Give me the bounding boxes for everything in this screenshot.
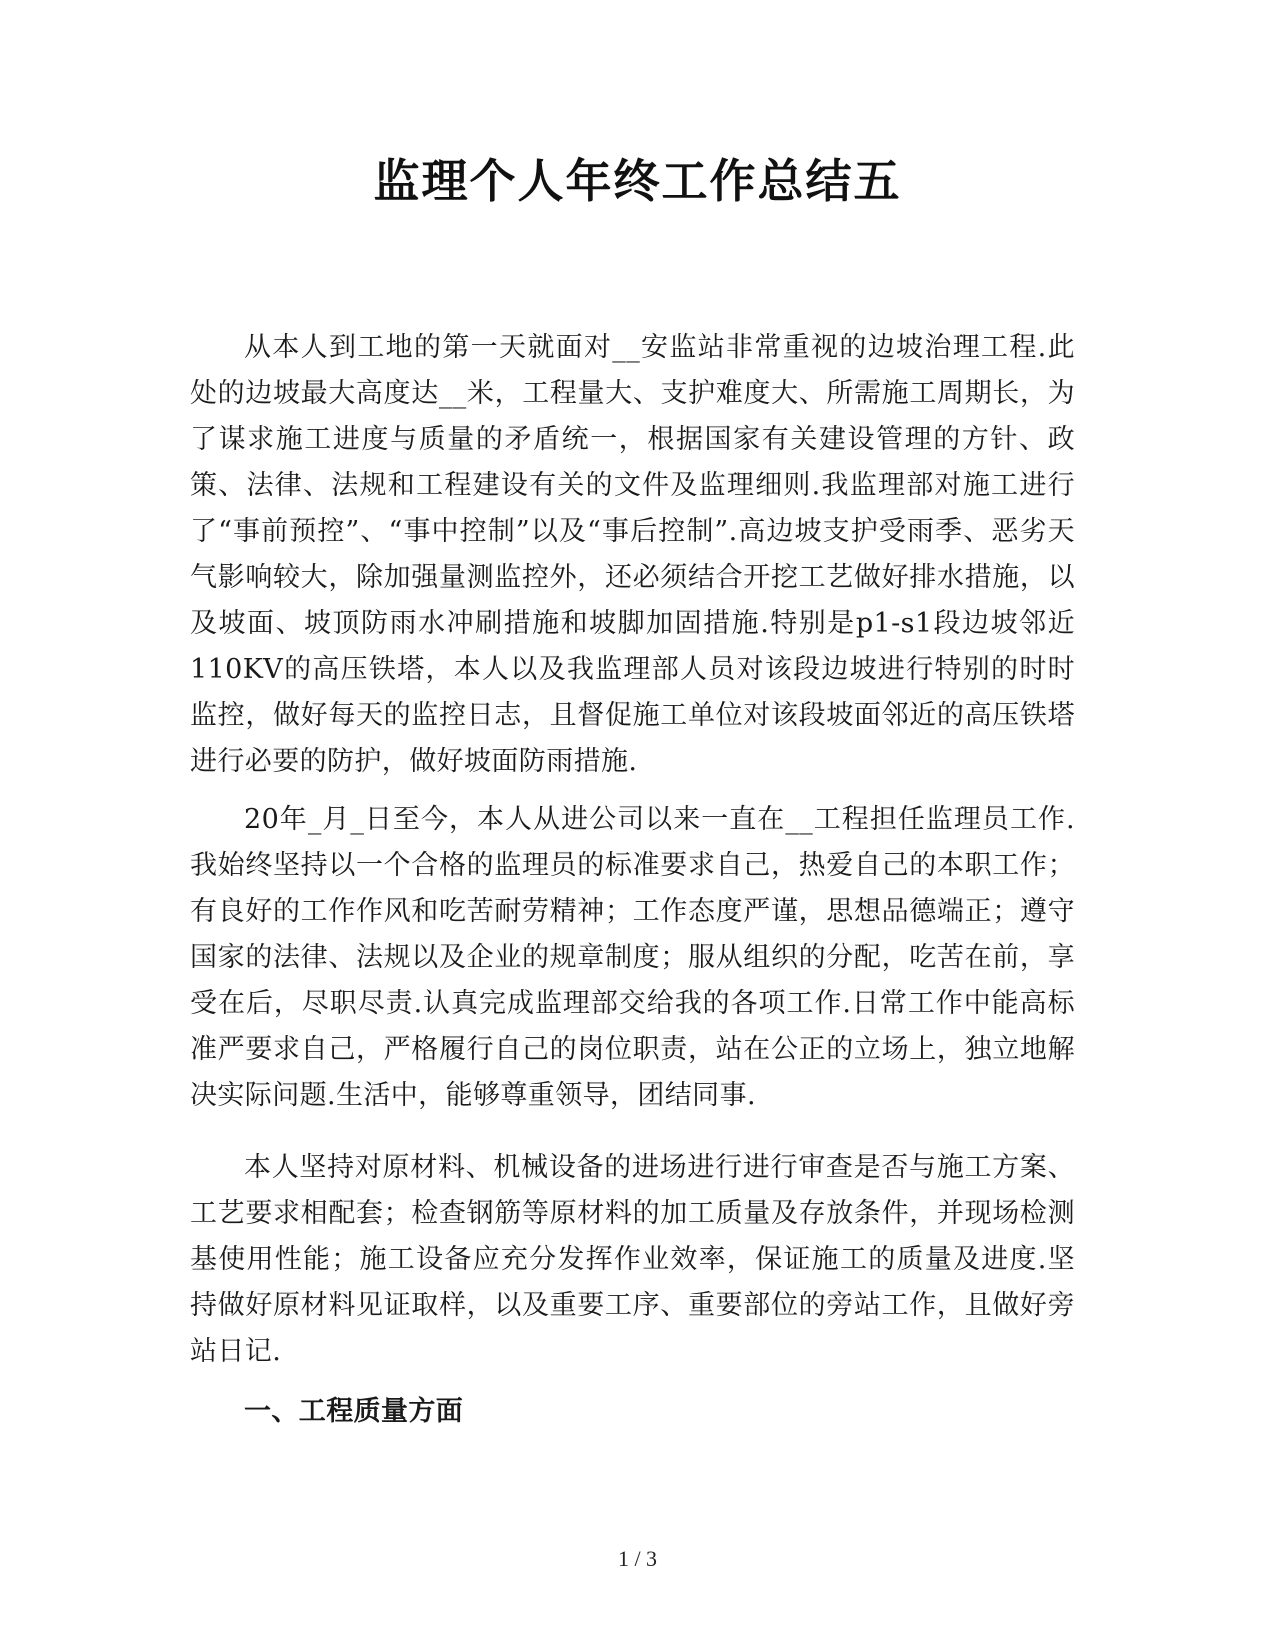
page-number: 1 / 3 <box>617 1546 658 1571</box>
document-body <box>190 325 1075 1435</box>
section-heading-quality: 一、工程质量方面 <box>244 1396 464 1427</box>
document-title: 监理个人年终工作总结五 <box>373 154 902 208</box>
paragraph-work-attitude: 20年_月_日至今，本人从进公司以来一直在__工程担任监理员工作.我始终坚持以一个合格的监理员的标准要求自己，热爱自己的本职工作；有良好的工作作风和吃苦耐劳精神；工作态度严谨，思想品德端正；遵守国家的法律、法规以及企业的规章制度；服从组织的分配，吃苦在前，享受在后，尽职尽责.认真完成监理部交给我的各项工作.日常工作中能高标准严要求自己，严格履行自己的岗位职责，站在公正的立场上，独立地解决实际问题.生活中，能够尊重领导，团结同事. <box>190 804 1075 1111</box>
paragraph-material-inspection: 本人坚持对原材料、机械设备的进场进行进行审查是否与施工方案、工艺要求相配套；检查钢筋等原材料的加工质量及存放条件，并现场检测基使用性能；施工设备应充分发挥作业效率，保证施工的质量及进度.坚持做好原材料见证取样，以及重要工序、重要部位的旁站工作，且做好旁站日记. <box>190 1152 1075 1367</box>
paragraph-slope-project: 从本人到工地的第一天就面对__安监站非常重视的边坡治理工程.此处的边坡最大高度达__米，工程量大、支护难度大、所需施工周期长，为了谋求施工进度与质量的矛盾统一，根据国家有关建设管理的方针、政策、法律、法规和工程建设有关的文件及监理细则.我监理部对施工进行了“事前预控”、“事中控制”以及“事后控制”.高边坡支护受雨季、恶劣天气影响较大，除加强量测监控外，还必须结合开挖工艺做好排水措施，以及坡面、坡顶防雨水冲刷措施和坡脚加固措施.特别是p1-s1段边坡邻近110KV的高压铁塔，本人以及我监理部人员对该段边坡进行特别的时时监控，做好每天的监控日志，且督促施工单位对该段坡面邻近的高压铁塔进行必要的防护，做好坡面防雨措施. <box>190 332 1075 777</box>
